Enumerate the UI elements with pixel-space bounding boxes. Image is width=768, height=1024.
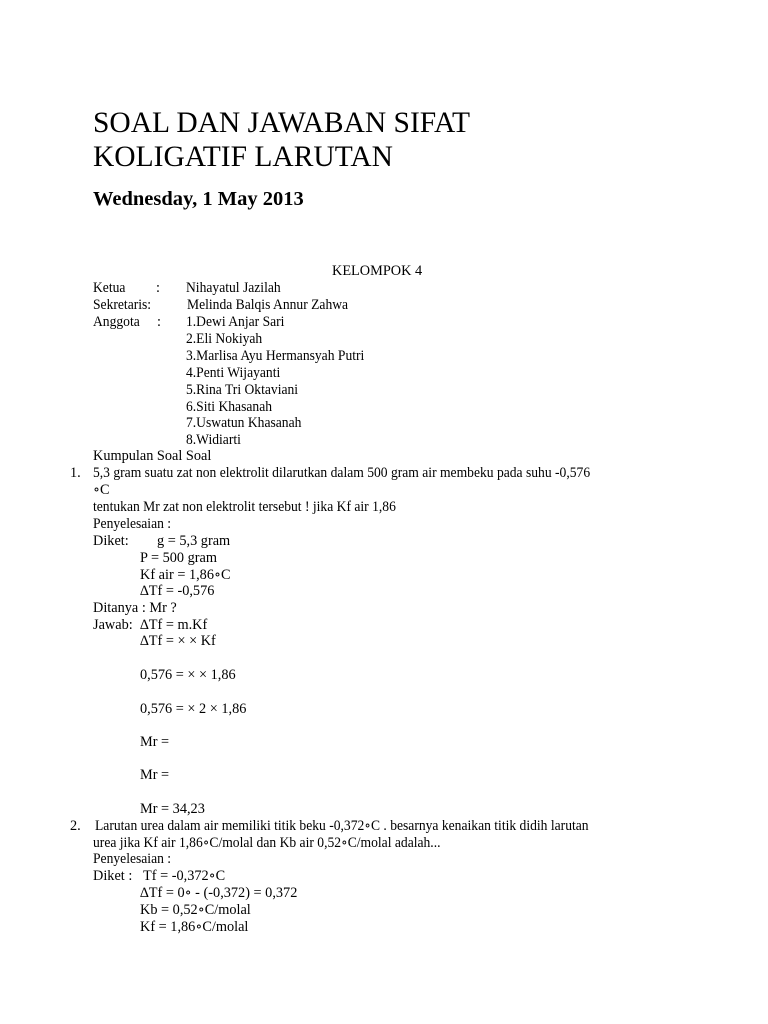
question-2-solution-label: Penyelesaian : bbox=[93, 851, 172, 867]
member-item: 4.Penti Wijayanti bbox=[186, 365, 281, 381]
question-1-step: 0,576 = × 2 × 1,86 bbox=[140, 701, 247, 717]
question-1-diket-g: g = 5,3 gram bbox=[157, 533, 231, 549]
section-heading: Kumpulan Soal Soal bbox=[93, 448, 212, 464]
question-2-text-line-1: Larutan urea dalam air memiliki titik beku -0,372∘C . besarnya kenaikan titik didih larutan bbox=[95, 818, 589, 834]
sekretaris-name: Melinda Balqis Annur Zahwa bbox=[187, 297, 349, 313]
question-2-diket-kf: Kf = 1,86∘C/molal bbox=[140, 919, 249, 935]
member-item: 6.Siti Khasanah bbox=[186, 399, 273, 415]
member-item: 1.Dewi Anjar Sari bbox=[186, 314, 285, 330]
question-1-step: 0,576 = × × 1,86 bbox=[140, 667, 236, 683]
question-1-answer: Mr = 34,23 bbox=[140, 801, 205, 817]
question-2-diket-tf: Tf = -0,372∘C bbox=[143, 868, 226, 884]
ketua-colon: : bbox=[156, 280, 160, 296]
question-1-text-line-2: ∘C bbox=[93, 482, 110, 498]
question-1-step: ∆Tf = m.Kf bbox=[140, 617, 208, 633]
question-1-ditanya: Ditanya : Mr ? bbox=[93, 600, 177, 616]
document-title-line-2: KOLIGATIF LARUTAN bbox=[93, 141, 393, 173]
member-item: 5.Rina Tri Oktaviani bbox=[186, 382, 299, 398]
sekretaris-label: Sekretaris: bbox=[93, 297, 152, 313]
anggota-label: Anggota bbox=[93, 314, 140, 330]
question-1-step: ∆Tf = × × Kf bbox=[140, 633, 216, 649]
member-item: 8.Widiarti bbox=[186, 432, 241, 448]
question-1-diket-label: Diket: bbox=[93, 533, 129, 549]
member-item: 7.Uswatun Khasanah bbox=[186, 415, 302, 431]
question-1-step: Mr = bbox=[140, 767, 170, 783]
question-1-text-line-3: tentukan Mr zat non elektrolit tersebut ! jika Kf air 1,86 bbox=[93, 499, 396, 515]
member-item: 3.Marlisa Ayu Hermansyah Putri bbox=[186, 348, 365, 364]
question-1-number: 1. bbox=[70, 465, 81, 481]
question-1-diket-p: P = 500 gram bbox=[140, 550, 218, 566]
anggota-colon: : bbox=[157, 314, 161, 330]
question-1-jawab-label: Jawab: bbox=[93, 617, 133, 633]
question-2-diket-label: Diket : bbox=[93, 868, 133, 884]
question-2-diket-kb: Kb = 0,52∘C/molal bbox=[140, 902, 251, 918]
question-1-step: Mr = bbox=[140, 734, 170, 750]
document-title-line-1: SOAL DAN JAWABAN SIFAT bbox=[93, 107, 471, 139]
ketua-label: Ketua bbox=[93, 280, 126, 296]
member-item: 2.Eli Nokiyah bbox=[186, 331, 263, 347]
question-1-diket-kf: Kf air = 1,86∘C bbox=[140, 567, 231, 583]
group-heading: KELOMPOK 4 bbox=[332, 263, 423, 279]
ketua-name: Nihayatul Jazilah bbox=[186, 280, 281, 296]
question-2-text-line-2: urea jika Kf air 1,86∘C/molal dan Kb air 0,52∘C/molal adalah... bbox=[93, 835, 441, 851]
question-2-number: 2. bbox=[70, 818, 81, 834]
question-1-text-line-1: 5,3 gram suatu zat non elektrolit dilarutkan dalam 500 gram air membeku pada suhu -0,576 bbox=[93, 465, 591, 481]
question-1-solution-label: Penyelesaian : bbox=[93, 516, 172, 532]
post-date: Wednesday, 1 May 2013 bbox=[93, 188, 304, 210]
question-1-diket-dtf: ∆Tf = -0,576 bbox=[140, 583, 215, 599]
question-2-diket-dtf: ∆Tf = 0∘ - (-0,372) = 0,372 bbox=[140, 885, 298, 901]
